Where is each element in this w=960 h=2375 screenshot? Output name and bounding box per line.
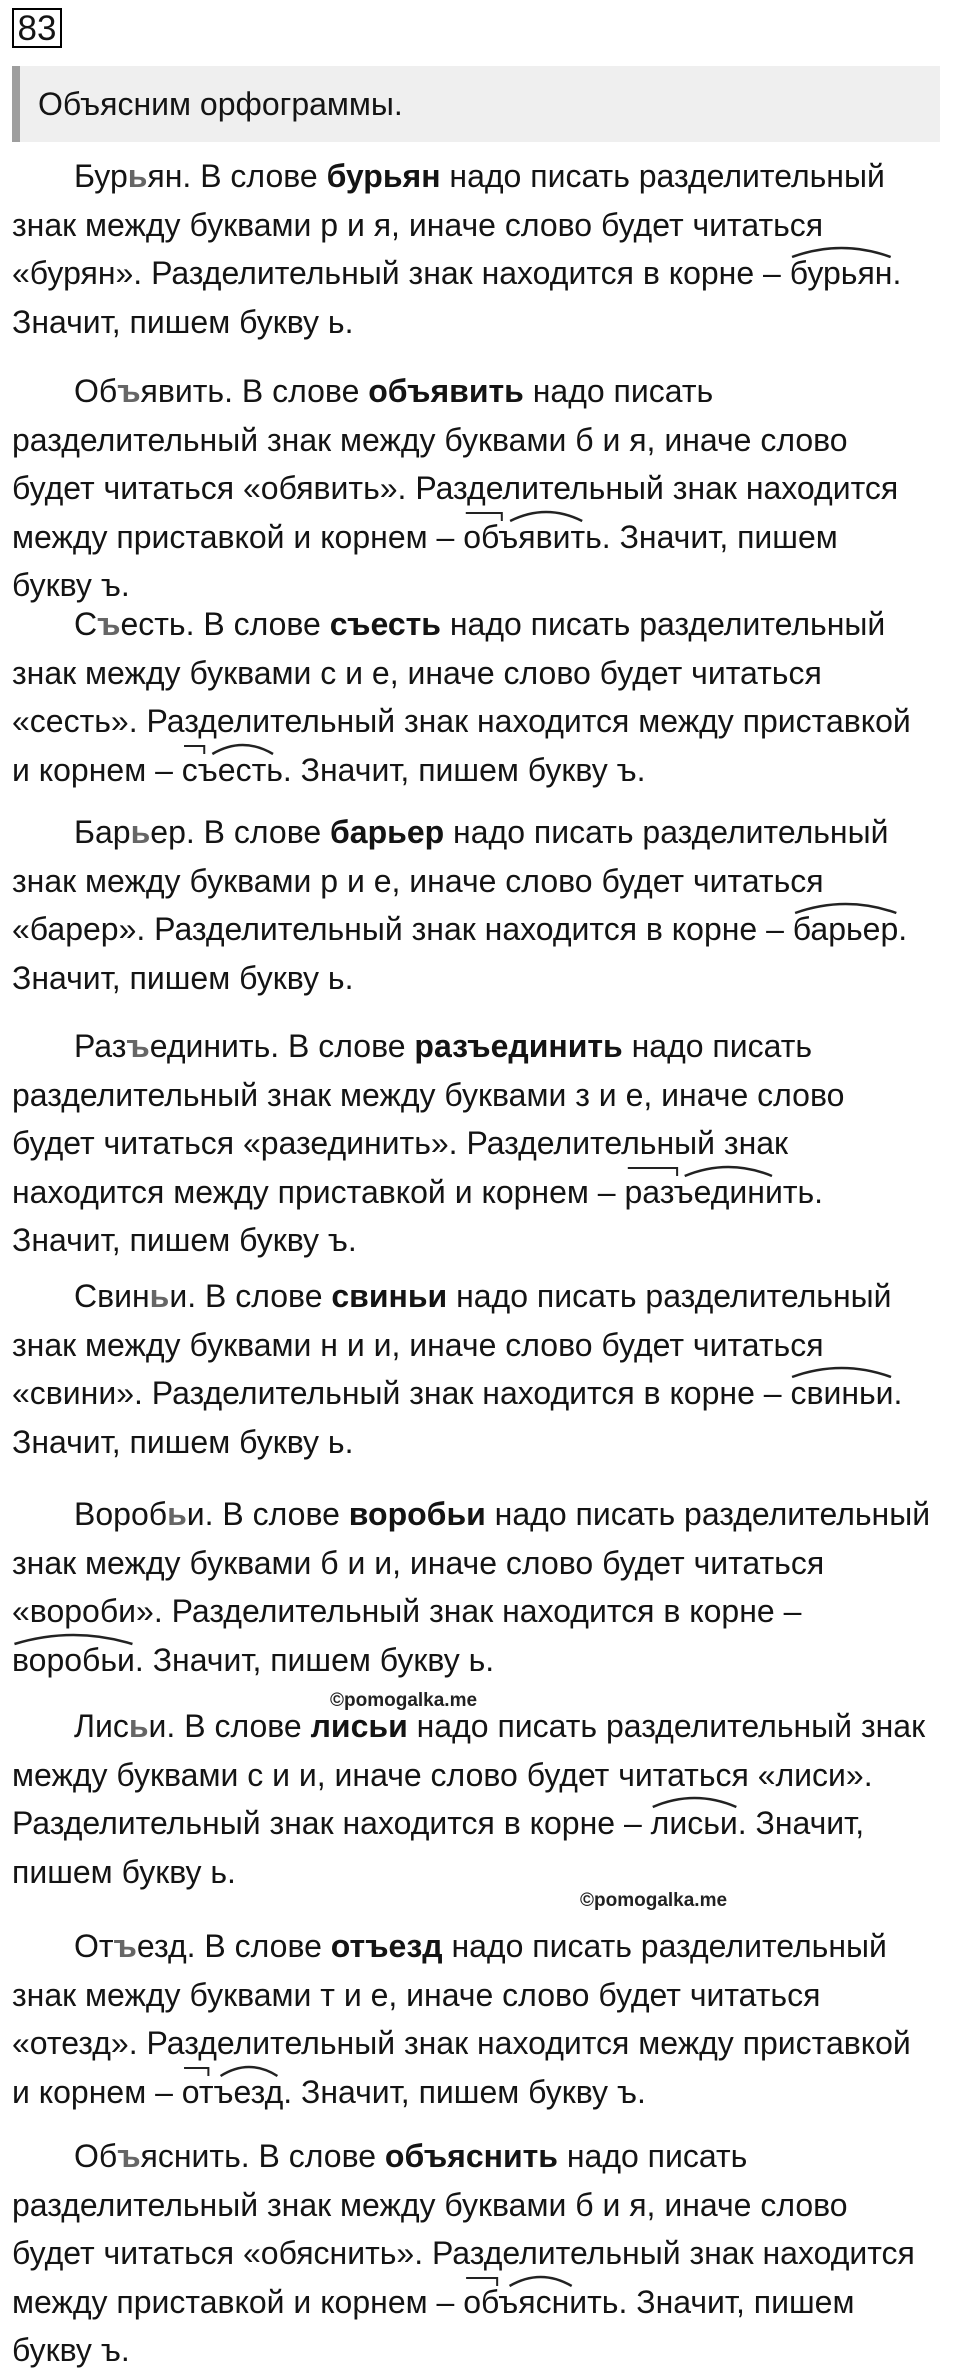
text: .	[893, 1375, 903, 1411]
section-header-text: Объясним орфограммы.	[38, 86, 403, 122]
line	[12, 1490, 930, 1539]
text: .	[892, 255, 902, 291]
paragraph-3	[12, 600, 911, 794]
line	[12, 746, 911, 795]
prefix-mark-icon	[182, 740, 283, 756]
root-arc-icon	[793, 899, 898, 915]
line	[12, 1272, 902, 1321]
text: надо писать разделительный	[485, 1496, 931, 1532]
bold-word: воробьи	[348, 1496, 486, 1532]
highlighted-letter: ь	[127, 158, 148, 194]
line	[12, 2181, 915, 2230]
line	[12, 600, 911, 649]
text: . Значит,	[737, 1805, 865, 1841]
text: езд. В слове	[136, 1928, 331, 1964]
prefix-root-marked-word	[463, 2278, 618, 2327]
text: разделительный знак между буквами б и я, иначе слово	[12, 2186, 848, 2223]
line	[12, 1071, 844, 1120]
highlighted-letter: ъ	[113, 1928, 137, 1964]
paragraph-2	[12, 367, 898, 610]
text: «вороби». Разделительный знак находится в корне –	[12, 1593, 802, 1629]
line	[12, 1751, 925, 1800]
text: ян. В слове	[147, 158, 327, 194]
paragraph-6	[12, 1272, 902, 1466]
prefix-root-marked-word	[182, 746, 283, 795]
text: между буквами с и и, иначе слово будет читаться «лиси».	[12, 1756, 873, 1793]
root-marked-word	[651, 1799, 738, 1848]
text: «сесть». Разделительный знак находится между приставкой	[12, 703, 911, 739]
prefix-root-marked-word	[624, 1168, 814, 1217]
bold-word: лисьи	[310, 1708, 408, 1744]
line	[12, 1848, 925, 1897]
line	[12, 1119, 844, 1168]
word: разъединить	[624, 1173, 815, 1210]
text: надо писать разделительный	[447, 1278, 892, 1314]
text: Разделительный знак находится в корне –	[12, 1805, 651, 1841]
bold-word: свиньи	[331, 1278, 448, 1314]
text: «свини». Разделительный знак находится в корне –	[12, 1375, 791, 1411]
text: Значит, пишем букву ь.	[12, 959, 354, 996]
root-arc-icon	[12, 1630, 135, 1646]
word: объявить	[463, 518, 602, 555]
text: знак между буквами р и е, иначе слово будет читаться	[12, 862, 824, 899]
word: бурьян	[789, 255, 893, 291]
text: есть. В слове	[120, 606, 330, 642]
word-part: Вороб	[74, 1496, 168, 1532]
prefix-root-marked-word	[463, 513, 602, 562]
line	[12, 1369, 902, 1418]
line	[12, 905, 907, 954]
text: надо писать разделительный знак	[407, 1708, 926, 1744]
bold-word: бурьян	[326, 158, 441, 194]
task-number: 83	[12, 8, 62, 48]
line	[12, 1587, 930, 1636]
text: пишем букву ь.	[12, 1853, 236, 1890]
line	[12, 513, 898, 562]
text: единить. В слове	[149, 1028, 415, 1064]
line	[12, 2132, 915, 2181]
line	[12, 1799, 925, 1848]
prefix-mark-icon	[463, 2272, 618, 2288]
text: . Значит, пишем букву ь.	[134, 1641, 495, 1678]
line	[12, 857, 907, 906]
line	[12, 1971, 911, 2020]
text: знак между буквами с и е, иначе слово будет читаться	[12, 654, 822, 691]
word-part: От	[74, 1928, 114, 1964]
text: надо писать разделительный	[442, 1928, 887, 1964]
text: «барер». Разделительный знак находится в корне –	[12, 911, 793, 947]
word-part: Об	[74, 373, 118, 409]
highlighted-letter: ъ	[117, 373, 141, 409]
word-part: Об	[74, 2138, 118, 2174]
line	[12, 1636, 930, 1685]
prefix-root-marked-word	[182, 2068, 283, 2117]
text: надо писать	[622, 1028, 813, 1064]
highlighted-letter: ъ	[117, 2138, 141, 2174]
text: . Значит, пишем	[601, 518, 838, 555]
highlighted-letter: ь	[130, 814, 151, 850]
highlighted-letter: ъ	[97, 606, 121, 642]
text: и корнем –	[12, 751, 182, 788]
highlighted-letter: ь	[167, 1496, 187, 1532]
text: надо писать разделительный	[444, 814, 889, 850]
word-part: Лис	[74, 1708, 129, 1744]
text: между приставкой и корнем –	[12, 2283, 464, 2320]
text: букву ъ.	[12, 2332, 130, 2368]
bold-word: съесть	[329, 606, 441, 642]
text: «бурян». Разделительный знак находится в корне –	[12, 255, 790, 291]
line	[12, 249, 901, 298]
text: надо писать разделительный	[440, 606, 886, 642]
word-part: Раз	[74, 1028, 127, 1064]
word: объяснить	[463, 2283, 619, 2320]
word: барьер	[792, 911, 899, 947]
text: знак между буквами р и я, иначе слово будет читаться	[12, 206, 824, 243]
watermark: ©pomogalka.me	[580, 1890, 728, 1911]
text: .	[814, 1173, 824, 1210]
paragraph-9	[12, 1922, 911, 2116]
line	[12, 1418, 902, 1467]
text: знак между буквами н и и, иначе слово будет читаться	[12, 1326, 824, 1363]
text: разделительный знак между буквами б и я, иначе слово	[12, 421, 848, 458]
word: свиньи	[790, 1375, 894, 1411]
line	[12, 152, 901, 201]
text: Значит, пишем букву ь.	[12, 303, 354, 340]
text: .	[898, 911, 908, 947]
line	[12, 2278, 915, 2327]
highlighted-letter: ъ	[126, 1028, 150, 1064]
text: будет читаться «разединить». Разделительный знак	[12, 1125, 789, 1161]
line	[12, 1216, 844, 1265]
line	[12, 1321, 902, 1370]
prefix-mark-icon	[182, 2062, 283, 2078]
bold-word: разъединить	[414, 1028, 623, 1064]
section-header	[12, 66, 940, 142]
bold-word: объяснить	[384, 2138, 558, 2174]
text: будет читаться «обявить». Разделительный знак находится	[12, 470, 899, 506]
paragraph-5	[12, 1022, 844, 1265]
text: надо писать разделительный	[440, 158, 885, 194]
root-arc-icon	[651, 1793, 738, 1809]
text: и. В слове	[169, 1278, 332, 1314]
watermark: ©pomogalka.me	[330, 1690, 478, 1711]
bold-word: барьер	[330, 814, 445, 850]
word: воробьи	[12, 1641, 135, 1678]
text: надо писать	[557, 2138, 748, 2174]
line	[12, 416, 898, 465]
line	[12, 2068, 911, 2117]
root-arc-icon	[790, 243, 893, 259]
bold-word: объявить	[368, 373, 524, 409]
text: «отезд». Разделительный знак находится между приставкой	[12, 2025, 911, 2061]
text: . Значит, пишем букву ъ.	[282, 751, 646, 788]
root-marked-word	[12, 1636, 135, 1685]
paragraph-10	[12, 2132, 915, 2375]
text: и корнем –	[12, 2073, 182, 2110]
line	[12, 1922, 911, 1971]
text: ер. В слове	[150, 814, 331, 850]
text: разделительный знак между буквами з и е, иначе слово	[12, 1076, 845, 1113]
prefix-mark-icon	[463, 507, 602, 523]
line	[12, 298, 901, 347]
text: будет читаться «обяснить». Разделительный знак находится	[12, 2235, 915, 2271]
text: надо писать	[523, 373, 714, 409]
word-part: Бар	[74, 814, 131, 850]
highlighted-letter: ь	[128, 1708, 149, 1744]
paragraph-7	[12, 1490, 930, 1684]
paragraph-4	[12, 808, 907, 1002]
root-arc-icon	[790, 1363, 893, 1379]
prefix-mark-icon	[624, 1162, 814, 1178]
line	[12, 697, 911, 746]
line	[12, 1168, 844, 1217]
text: яснить. В слове	[140, 2138, 385, 2174]
text: знак между буквами т и е, иначе слово будет читаться	[12, 1976, 821, 2013]
text: Значит, пишем букву ъ.	[12, 1222, 357, 1258]
line	[12, 201, 901, 250]
line	[12, 954, 907, 1003]
word: лисьи	[650, 1805, 738, 1841]
root-marked-word	[793, 905, 898, 954]
text: . Значит, пишем	[618, 2283, 855, 2320]
word: отъезд	[181, 2073, 284, 2110]
line	[12, 2019, 911, 2068]
text: явить. В слове	[140, 373, 369, 409]
line	[12, 2326, 915, 2375]
text: и. В слове	[148, 1708, 311, 1744]
word-part: С	[74, 606, 98, 642]
text: и. В слове	[186, 1496, 349, 1532]
text: находится между приставкой и корнем –	[12, 1173, 625, 1210]
word-part: Свин	[74, 1278, 150, 1314]
root-marked-word	[790, 1369, 893, 1418]
line	[12, 1022, 844, 1071]
paragraph-1	[12, 152, 901, 346]
text: Значит, пишем букву ь.	[12, 1423, 354, 1460]
root-marked-word	[790, 249, 893, 298]
text: . Значит, пишем букву ъ.	[283, 2073, 646, 2110]
bold-word: отъезд	[330, 1928, 443, 1964]
word: съесть	[181, 751, 283, 788]
line	[12, 2229, 915, 2278]
highlighted-letter: ь	[149, 1278, 170, 1314]
text: букву ъ.	[12, 567, 130, 603]
text: между приставкой и корнем –	[12, 518, 464, 555]
text: знак между буквами б и и, иначе слово будет читаться	[12, 1544, 825, 1581]
line	[12, 367, 898, 416]
line	[12, 1539, 930, 1588]
line	[12, 649, 911, 698]
line	[12, 808, 907, 857]
paragraph-8	[12, 1702, 925, 1896]
word-part: Бур	[74, 158, 128, 194]
line	[12, 464, 898, 513]
